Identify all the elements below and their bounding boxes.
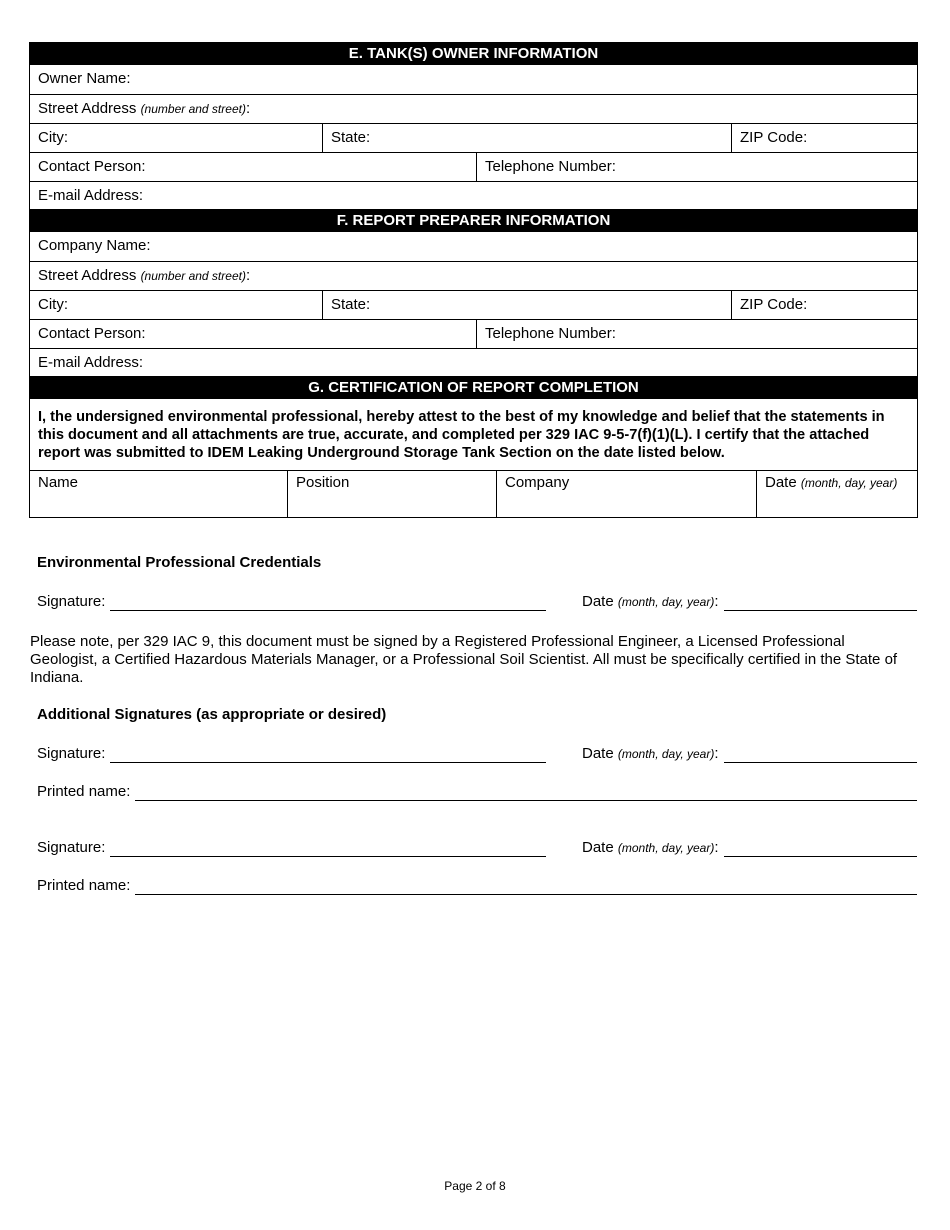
owner-zip-field[interactable] [731,124,917,152]
date-note: (month, day, year) [617,841,715,855]
owner-email-label: E-mail Address: [38,187,144,204]
credentials-date-field[interactable] [582,591,917,611]
preparer-company-field[interactable] [30,232,917,261]
owner-name-field[interactable] [30,65,917,94]
owner-street-field[interactable] [30,95,917,123]
preparer-city-field[interactable] [30,291,322,319]
date-note: (month, day, year) [617,595,715,609]
owner-street-row [30,94,917,123]
preparer-zip-field[interactable] [731,291,917,319]
additional-date-1-line[interactable] [724,743,917,763]
owner-city-field[interactable] [30,124,322,152]
credentials-date-line[interactable] [724,591,917,611]
additional-signature-1-field[interactable] [37,743,546,763]
owner-street-note: (number and street) [140,102,246,116]
colon: : [714,593,719,610]
preparer-state-field[interactable] [322,291,731,319]
date-text: Date [582,593,614,610]
owner-contact-label: Contact Person: [38,158,146,175]
printed-name-2-field[interactable] [37,875,917,895]
signer-position-label: Position [296,474,350,491]
owner-contact-field[interactable] [30,153,476,181]
owner-city-row [30,123,917,152]
signer-company-label: Company [505,474,570,491]
certification-notice: Please note, per 329 IAC 9, this document must be signed by a Registered Professional Engineer, a Licensed Professional Geologist, a Certified Hazardous Materials Manager, or a Professional Soil Scientist. All must be specifically certified in the State of Indiana. [30,633,898,686]
preparer-city-row [30,290,917,319]
section-f-header: F. REPORT PREPARER INFORMATION [30,209,917,232]
page-number: Page 2 of 8 [444,1179,506,1193]
additional-signature-2-line[interactable] [110,837,546,857]
certification-statement: I, the undersigned environmental professional, hereby attest to the best of my knowledge and belief that the statements in this document and all attachments are true, accurate, and completed per 329 IAC 9-5-7(f)(1)(L). I certify that the attached report was submitted to IDEM Leaking Underground Storage Tank Section on the date listed below. [38,409,885,461]
preparer-contact-field[interactable] [30,320,476,348]
preparer-company-row [30,232,917,261]
preparer-street-label: Street Address [38,267,137,284]
additional-signature-2-label: Signature: [37,839,106,856]
owner-street-label: Street Address [38,100,137,117]
colon: : [245,267,251,284]
credentials-title: Environmental Professional Credentials [37,554,322,571]
preparer-email-row [30,348,917,376]
credentials-signature-line[interactable] [110,591,546,611]
signer-name-label: Name [38,474,79,491]
owner-zip-label: ZIP Code: [740,129,808,146]
owner-state-label: State: [331,129,371,146]
preparer-street-note: (number and street) [140,269,246,283]
preparer-phone-field[interactable] [476,320,917,348]
printed-name-1-line[interactable] [135,781,917,801]
colon: : [714,839,719,856]
printed-name-1-label: Printed name: [37,783,131,800]
signer-date-note: (month, day, year) [800,476,898,490]
owner-email-row [30,181,917,209]
preparer-email-field[interactable] [30,349,917,376]
additional-date-2-line[interactable] [724,837,917,857]
owner-name-label: Owner Name: [38,70,131,87]
printed-name-2-line[interactable] [135,875,917,895]
additional-signature-2-field[interactable] [37,837,546,857]
report-form [29,42,918,518]
credentials-signature-label: Signature: [37,593,106,610]
date-text: Date [582,745,614,762]
printed-name-1-field[interactable] [37,781,917,801]
preparer-street-row [30,261,917,290]
owner-email-field[interactable] [30,182,917,209]
preparer-email-label: E-mail Address: [38,354,144,371]
signer-position-field[interactable] [287,471,496,517]
signer-company-field[interactable] [496,471,756,517]
preparer-company-label: Company Name: [38,237,151,254]
date-note: (month, day, year) [617,747,715,761]
additional-signature-1-line[interactable] [110,743,546,763]
signer-date-label: Date [765,474,797,491]
preparer-city-label: City: [38,296,68,313]
printed-name-2-label: Printed name: [37,877,131,894]
preparer-zip-label: ZIP Code: [740,296,808,313]
certification-signer-row [30,470,917,517]
colon: : [714,745,719,762]
colon: : [245,100,251,117]
preparer-contact-label: Contact Person: [38,325,146,342]
credentials-signature-field[interactable] [37,591,546,611]
additional-signatures-title: Additional Signatures (as appropriate or desired) [37,706,387,723]
signer-name-field[interactable] [30,471,287,517]
signer-date-field[interactable] [756,471,917,517]
owner-city-label: City: [38,129,68,146]
owner-name-row [30,65,917,94]
preparer-street-field[interactable] [30,262,917,290]
preparer-contact-row [30,319,917,348]
preparer-phone-label: Telephone Number: [485,325,616,342]
section-g-header: G. CERTIFICATION OF REPORT COMPLETION [30,376,917,399]
owner-contact-row [30,152,917,181]
section-e-header: E. TANK(S) OWNER INFORMATION [30,42,917,65]
date-text: Date [582,839,614,856]
additional-date-2-label [582,839,724,857]
additional-date-1-field[interactable] [582,743,917,763]
owner-phone-label: Telephone Number: [485,158,616,175]
preparer-state-label: State: [331,296,371,313]
owner-state-field[interactable] [322,124,731,152]
additional-date-2-field[interactable] [582,837,917,857]
owner-phone-field[interactable] [476,153,917,181]
additional-date-1-label [582,745,724,763]
credentials-date-label [582,593,724,611]
additional-signature-1-label: Signature: [37,745,106,762]
